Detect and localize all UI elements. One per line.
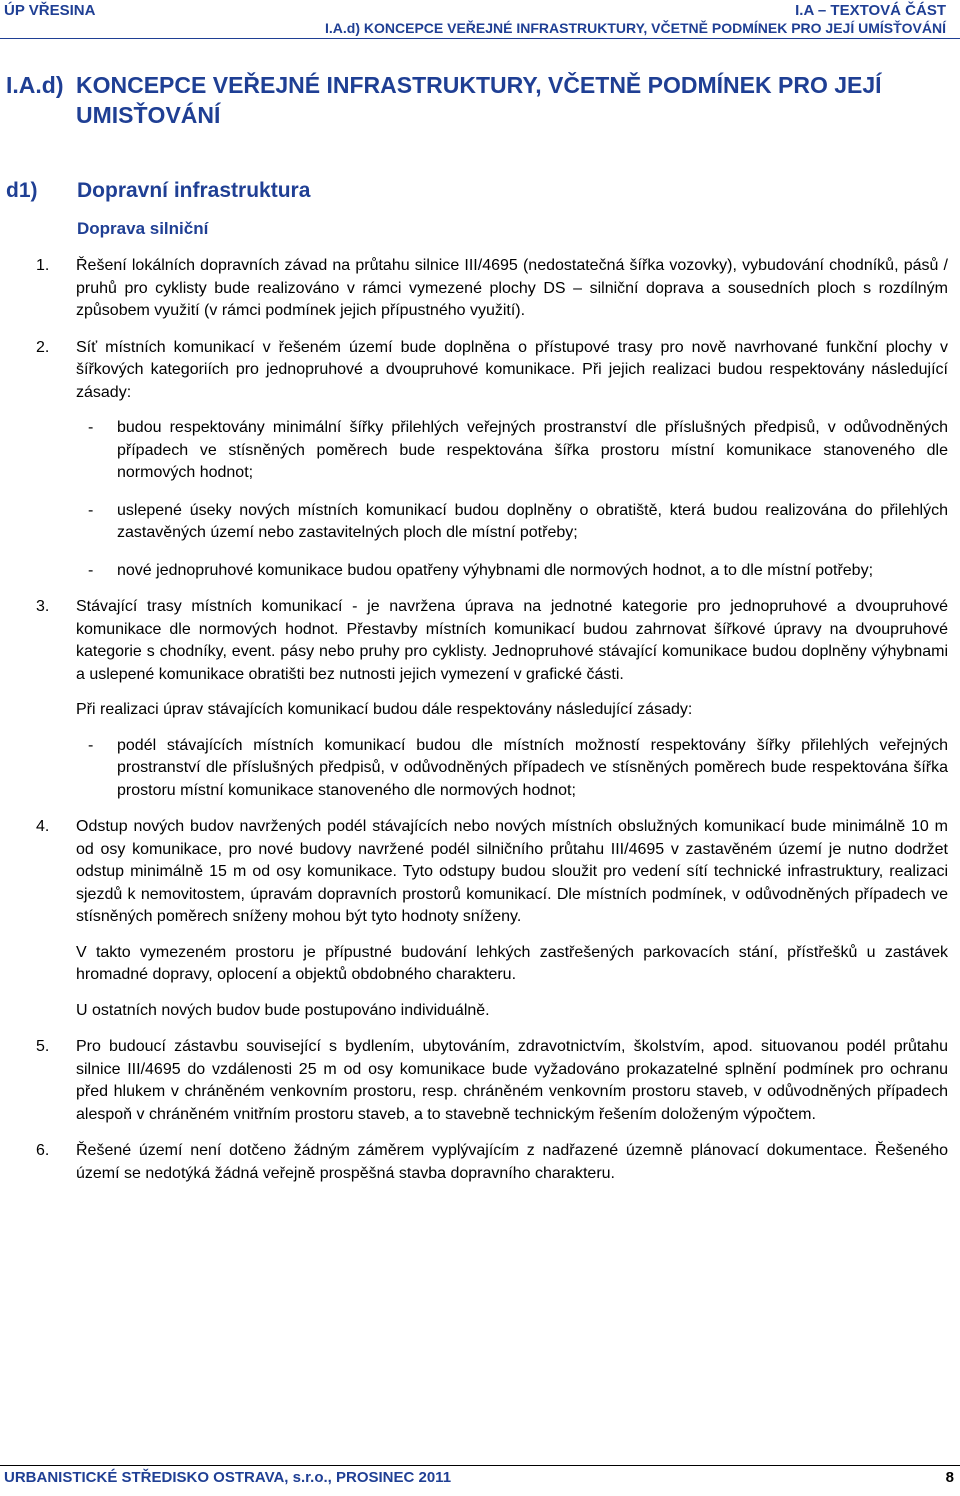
bullet-list <box>76 735 948 803</box>
page-number: 8 <box>945 1469 954 1486</box>
numbered-item <box>36 816 948 1022</box>
paragraph: Při realizaci úprav stávajících komunikací budou dále respektovány následující zásady: <box>76 701 693 718</box>
subsection-heading: Doprava silniční <box>77 219 209 238</box>
document-body <box>36 255 948 1199</box>
item-number: 2. <box>36 338 50 356</box>
item-number: 1. <box>36 257 50 274</box>
item-number: 3. <box>36 598 50 615</box>
header-part-label: I.A – TEXTOVÁ ČÁST <box>795 2 946 19</box>
paragraph: Řešení lokálních dopravních závad na průtahu silnice III/4695 (nedostatečná šířka vozovky), vybudování chodníků, pásů / pruhů pro cyklisty bude realizováno v rámci vymezené plochy DS – silniční doprava a sousedních ploch s rozdílným způsobem využití (v rámci podmínek jejich přípustného využití). <box>76 257 948 319</box>
header-divider <box>0 38 960 39</box>
paragraph: Odstup nových budov navržených podél stávajících nebo nových místních obslužných komunikací bude minimálně 10 m od osy komunikace, pro nové budovy navržené podél silničního průtahu III/4695 v zastavěném území je nutno dodržet odstup minimálně 15 m od osy komunikace. Tyto odstupy budou sloužit pro vedení sítí technické infrastruktury, realizaci sjezdů k nemovitostem, úpravám dopravních prostorů komunikací. Dle místních podmínek, v odůvodněných případech ve stísněných poměrech sníženy mohou být tyto hodnoty sníženy. <box>76 818 948 925</box>
paragraph: V takto vymezeném prostoru je přípustné budování lehkých zastřešených parkovacích stání, přístřešků u zastávek hromadné dopravy, oplocení a objektů obdobného charakteru. <box>76 943 948 983</box>
footer-divider <box>0 1465 960 1466</box>
item-number: 4. <box>36 818 50 835</box>
paragraph: Pro budoucí zástavbu související s bydlením, ubytováním, zdravotnictvím, školstvím, apod. situovanou podél průtahu silnice III/4695 do vzdálenosti 25 m od osy komunikace bude vyžadováno prokazatelné splnění podmínek pro ochranu před hlukem v chráněném venkovním prostoru, resp. chráněném venkovním prostoru staveb, v odůvodněných případech alespoň v chráněném vnitřním prostoru staveb, a to stavebně technickým řešením doloženým výpočtem. <box>76 1038 948 1123</box>
bullet-item: - nové jednopruhové komunikace budou opatřeny výhybnami dle normových hodnot, a to dle místní potřeby; <box>88 561 874 579</box>
numbered-item <box>36 337 948 583</box>
page-title-text: KONCEPCE VEŘEJNÉ INFRASTRUKTURY, VČETNĚ PODMÍNEK PRO JEJÍ UMISŤOVÁNÍ <box>76 72 882 128</box>
paragraph: Síť místních komunikací v řešeném území bude doplněna o přístupové trasy pro nově navrhované funkční plochy v šířkových kategoriích pro jednopruhové a dvoupruhové komunikace. Při jejich realizaci budou respektovány následující zásady: <box>76 338 948 401</box>
paragraph: Stávající trasy místních komunikací - je navržena úprava na jednotné kategorie pro jednopruhové a dvoupruhové komunikace dle normových hodnot. Přestavby místních komunikací budou zahrnovat šířkové úpravy na dvoupruhové kategorie s chodníky, event. pásy nebo pruhy pro cyklisty. Jednopruhové stávající komunikace budou doplněny výhybnami a uslepené komunikace obratišti bez nutnosti jejich vymezení v grafické části. <box>76 598 948 683</box>
bullet-item: - uslepené úseky nových místních komunikací budou doplněny o obratiště, která budou realizována do přilehlých zastavěných území nebo zastavitelných ploch dle místní potřeby; <box>88 501 948 541</box>
section-heading <box>6 179 311 203</box>
footer-company: URBANISTICKÉ STŘEDISKO OSTRAVA, s.r.o., PROSINEC 2011 <box>4 1469 452 1486</box>
page-title-number: I.A.d) <box>6 72 64 98</box>
paragraph: Řešené území není dotčeno žádným záměrem vyplývajícím z nadřazené územně plánovací dokumentace. Řešeného území se nedotýká žádná veřejně prospěšná stavba dopravního charakteru. <box>76 1142 948 1182</box>
bullet-item: - budou respektovány minimální šířky přilehlých veřejných prostranství dle příslušných předpisů, v odůvodněných případech ve stísněných poměrech bude respektována šířka prostoru místní komunikace stanoveného dle normových hodnot; <box>88 419 948 481</box>
numbered-item <box>36 1140 948 1185</box>
item-number: 6. <box>36 1142 50 1159</box>
item-number: 5. <box>36 1038 50 1055</box>
bullet-item: - podél stávajících místních komunikací budou dle místních možností respektovány šířky přilehlých veřejných prostranství dle příslušných předpisů, v odůvodněných případech ve stísněných poměrech bude respektována šířka prostoru místní komunikace stanoveného dle normových hodnot; <box>88 736 948 799</box>
numbered-item <box>36 1036 948 1126</box>
paragraph: U ostatních nových budov bude postupováno individuálně. <box>76 1001 490 1019</box>
header-document-name: ÚP VŘESINA <box>4 2 96 19</box>
header-chapter-label: I.A.d) KONCEPCE VEŘEJNÉ INFRASTRUKTURY, VČETNĚ PODMÍNEK PRO JEJÍ UMÍSŤOVÁNÍ <box>325 20 946 36</box>
bullet-list <box>76 417 948 582</box>
numbered-item <box>36 596 948 802</box>
section-number: d1) <box>6 179 38 202</box>
section-title: Dopravní infrastruktura <box>77 179 311 202</box>
numbered-item <box>36 255 948 323</box>
